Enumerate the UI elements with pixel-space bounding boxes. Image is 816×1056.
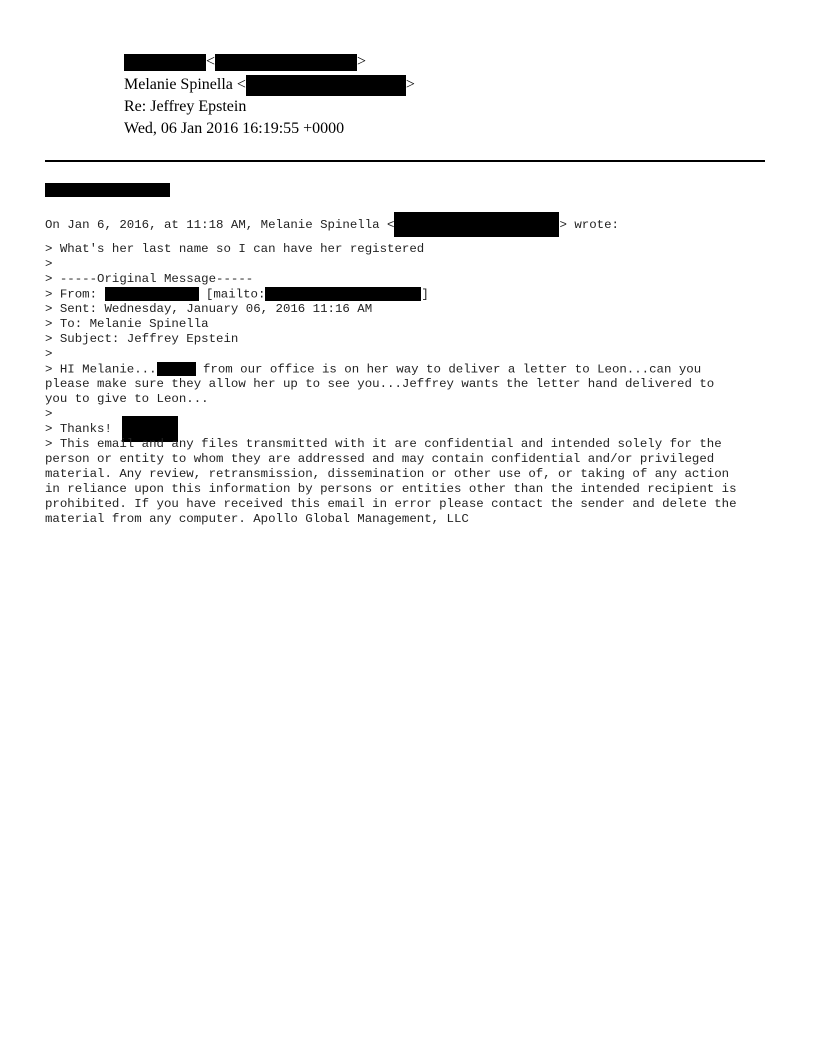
redaction-block [105, 287, 199, 301]
redaction-block [215, 54, 357, 71]
original-from-line [45, 287, 429, 302]
original-from-prefix: > From: [45, 287, 105, 302]
original-to-line: > To: Melanie Spinella [45, 317, 209, 331]
redaction-block [157, 362, 196, 376]
message-line: please make sure they allow her up to see you...Jeffrey wants the letter hand delivered to [45, 377, 715, 391]
original-sent-line: > Sent: Wednesday, January 06, 2016 11:16 AM [45, 302, 373, 316]
to-name: Melanie Spinella < [124, 76, 246, 94]
redaction-block [246, 75, 406, 96]
disclaimer-line: in reliance upon this information by persons or entities other than the intended recipient is [45, 482, 737, 496]
from-value [124, 52, 366, 72]
redaction-block [265, 287, 421, 301]
date-value: Wed, 06 Jan 2016 16:19:55 +0000 [124, 120, 345, 137]
redaction-block [394, 212, 559, 237]
wrote-suffix: > wrote: [559, 217, 619, 232]
message-line: you to give to Leon... [45, 392, 209, 406]
original-from-close: ] [421, 287, 429, 302]
quote-line: > [45, 347, 53, 361]
disclaimer-line: material. Any review, retransmission, dissemination or other use of, or taking of any action [45, 467, 730, 481]
to-close-bracket: > [405, 76, 415, 94]
message-prefix: > HI Melanie... [45, 362, 157, 377]
quote-line: > [45, 257, 53, 271]
wrote-prefix: On Jan 6, 2016, at 11:18 AM, Melanie Spinella < [45, 217, 395, 232]
wrote-line [45, 212, 619, 232]
from-close-bracket: > [357, 53, 367, 70]
redaction-block [124, 54, 206, 71]
quote-line: > What's her last name so I can have her registered [45, 242, 425, 256]
disclaimer-line: person or entity to whom they are addressed and may contain confidential and/or privileged [45, 452, 715, 466]
thanks-text: > Thanks! [45, 422, 120, 436]
original-message-line: > -----Original Message----- [45, 272, 254, 286]
message-line [45, 362, 701, 377]
subject-value: Re: Jeffrey Epstein [124, 98, 247, 115]
disclaimer-line: prohibited. If you have received this email in error please contact the sender and delete the [45, 497, 737, 511]
header-divider [45, 160, 765, 162]
quote-line: > [45, 407, 53, 421]
from-open-bracket: < [206, 53, 216, 70]
original-subject-line: > Subject: Jeffrey Epstein [45, 332, 239, 346]
thanks-line [45, 422, 119, 437]
to-value [124, 75, 415, 96]
message-suffix: from our office is on her way to deliver a letter to Leon...can you [195, 362, 702, 377]
redaction-block [45, 183, 170, 197]
disclaimer-line: material from any computer. Apollo Global Management, LLC [45, 512, 469, 526]
disclaimer-line: > This email and any files transmitted with it are confidential and intended solely for the [45, 437, 722, 451]
original-from-mailto: [mailto: [198, 287, 266, 302]
